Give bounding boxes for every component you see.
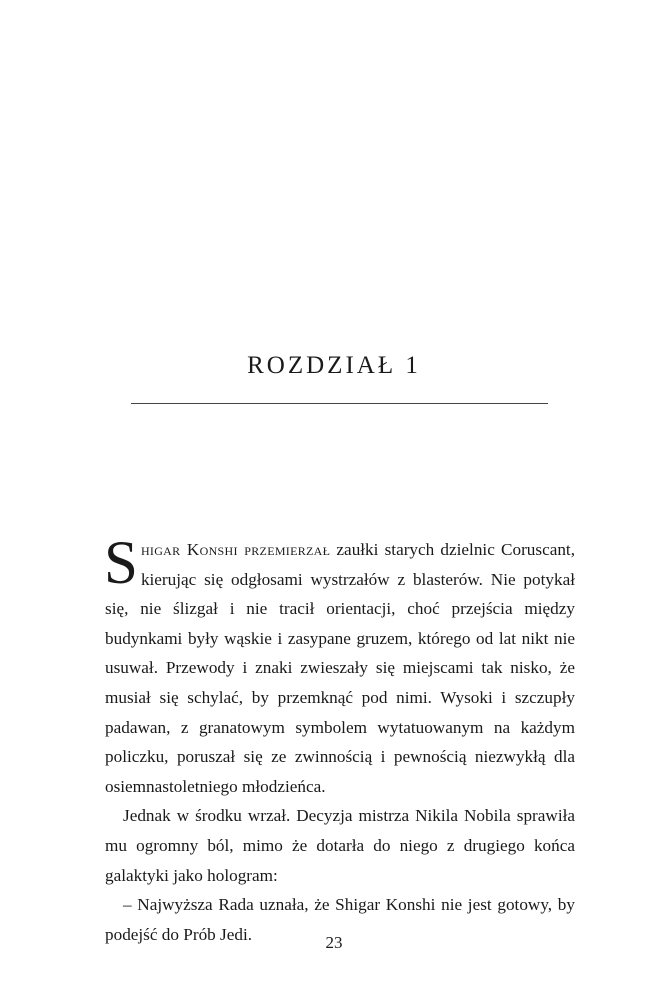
page-number: 23 (325, 933, 343, 952)
chapter-divider (131, 403, 548, 404)
paragraph-3: – Najwyższa Rada uznała, że Shigar Konshi nie jest gotowy, by podejść do Prób Jedi. (105, 895, 575, 944)
paragraph-1-text: zaułki starych dzielnic Coruscant, kierując się odgłosami wystrzałów z blasterów. Nie potykał się, nie ślizgał i nie tracił orientacji, choć przejścia między budynkami były wąskie i zasypane gruzem, którego od lat nikt nie usuwał. Przewody i znaki zwieszały się miejscami tak nisko, że musiał się schylać, by przemknąć pod nimi. Wysoki i szczupły padawan, z granatowym symbolem wytatuowanym na każdym policzku, poruszał się ze zwinnością i pewnością niezwykłą dla osiemnastoletniego młodzieńca. (105, 540, 575, 796)
chapter-title: ROZDZIAŁ 1 (247, 352, 421, 379)
paragraph-1 (104, 530, 575, 801)
drop-cap: S (104, 530, 138, 597)
paragraph-2: Jednak w środku wrzał. Decyzja mistrza Nikila Nobila sprawiła mu ogromny ból, mimo że dotarła do niego z drugiego końca galaktyki jako hologram: (105, 806, 575, 885)
body-text (104, 530, 575, 949)
paragraph-lead-smallcaps: higar Konshi przemierzał (140, 540, 331, 559)
